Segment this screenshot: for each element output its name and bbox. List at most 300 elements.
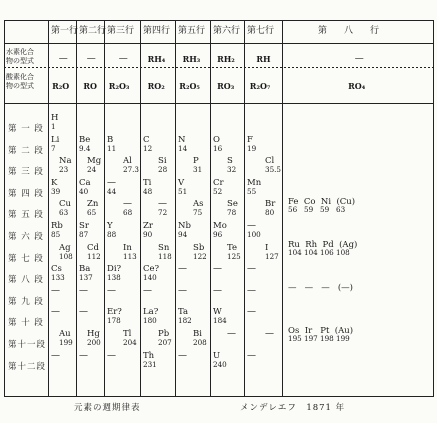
element-symbol: Bi	[193, 329, 202, 339]
element-symbol: —	[79, 350, 88, 361]
element-symbol: Ti	[143, 177, 152, 188]
dashed-divider	[60, 67, 62, 68]
atomic-weight: 51	[178, 186, 188, 196]
dashed-divider	[356, 67, 358, 68]
dashed-divider	[64, 67, 66, 68]
dashed-divider	[288, 67, 290, 68]
element-symbol: —	[247, 285, 256, 296]
oxide-label: 酸素化合	[6, 73, 34, 81]
element-symbol: —	[247, 264, 256, 275]
element-symbol: Zn	[87, 199, 99, 210]
dashed-divider	[120, 67, 122, 68]
hydride-formula: —	[86, 54, 96, 64]
atomic-weight: 72	[158, 208, 168, 218]
oxide-formula: R₂O₃	[108, 81, 130, 91]
atomic-weight: 180	[143, 316, 157, 326]
dashed-divider	[124, 67, 126, 68]
element-symbol: —	[51, 307, 60, 318]
atomic-weight: 90	[143, 230, 153, 239]
atomic-weight: 31	[193, 165, 203, 175]
oxide-formula: RO₃	[217, 81, 235, 91]
column-header: 第一行	[51, 26, 79, 36]
dashed-divider	[408, 67, 410, 68]
element-symbol: —	[247, 350, 256, 361]
dashed-divider	[352, 67, 354, 68]
period-label: 第 七 段	[8, 253, 44, 264]
atomic-weight: 27.3	[123, 165, 140, 175]
dashed-divider	[180, 67, 182, 68]
column-divider	[210, 20, 211, 396]
dashed-divider	[4, 67, 6, 68]
element-symbol: Si	[158, 156, 167, 167]
element-symbol: Be	[79, 134, 91, 145]
dashed-divider	[328, 67, 330, 68]
dashed-divider	[216, 67, 218, 68]
element-symbol: S	[227, 156, 233, 167]
dashed-divider	[400, 67, 402, 68]
atomic-weight: 9.4	[79, 143, 91, 153]
column-divider	[48, 20, 49, 396]
dashed-divider	[28, 67, 30, 68]
dashed-divider	[72, 67, 74, 68]
oxide-formula: R₂O	[52, 81, 70, 91]
atomic-weight: 88	[107, 230, 117, 239]
dashed-divider	[280, 67, 282, 68]
hydride-label: 物の型式	[6, 57, 34, 65]
element-symbol: —	[178, 264, 187, 275]
dashed-divider	[428, 67, 430, 68]
element-symbol: —	[123, 199, 132, 210]
atomic-weight: 94	[178, 230, 188, 239]
atomic-weight: 208	[193, 338, 207, 347]
dashed-divider	[384, 67, 386, 68]
element-symbol: Y	[107, 221, 113, 231]
dashed-divider	[272, 67, 274, 68]
dashed-divider	[44, 67, 46, 68]
oxide-formula: RO	[83, 81, 98, 91]
atomic-weight: 96	[213, 230, 223, 239]
atomic-weight: 85	[51, 230, 61, 239]
atomic-weight: 100	[247, 230, 261, 239]
hydride-formula: RH₂	[217, 54, 235, 64]
dashed-divider	[432, 67, 434, 68]
group8-symbols: Ru Rh Pd (Ag)	[288, 240, 358, 250]
dashed-divider	[340, 67, 342, 68]
dashed-divider	[156, 67, 158, 68]
period-label: 第 五 段	[8, 210, 44, 221]
atomic-weight: 138	[107, 273, 121, 283]
element-symbol: U	[213, 350, 221, 361]
atomic-weight: 68	[123, 208, 133, 218]
element-symbol: —	[227, 329, 236, 339]
table-border-bottom	[4, 396, 433, 397]
atomic-weight: 28	[158, 165, 168, 175]
dashed-divider	[140, 67, 142, 68]
oxide-formula: RO₂	[147, 81, 165, 91]
hydride-formula: —	[58, 54, 68, 64]
period-label: 第十二段	[8, 361, 47, 372]
dashed-divider	[152, 67, 154, 68]
atomic-weight: 80	[265, 208, 275, 218]
dashed-divider	[284, 67, 286, 68]
element-symbol: O	[213, 134, 220, 145]
dashed-divider	[412, 67, 414, 68]
column-divider	[76, 20, 77, 396]
hydride-formula: —	[118, 54, 128, 64]
dashed-divider	[84, 67, 86, 68]
element-symbol: Mg	[87, 156, 102, 167]
dashed-divider	[344, 67, 346, 68]
period-label: 第 十 段	[8, 318, 44, 329]
dashed-divider	[40, 67, 42, 68]
atomic-weight: 118	[158, 251, 172, 261]
element-symbol: Ce?	[143, 264, 160, 275]
element-symbol: N	[178, 134, 186, 145]
element-symbol: —	[178, 350, 187, 361]
element-symbol: Hg	[87, 329, 100, 339]
element-symbol: —	[107, 177, 116, 188]
dashed-divider	[324, 67, 326, 68]
dashed-divider	[112, 67, 114, 68]
oxide-label: 物の型式	[6, 82, 34, 90]
element-symbol: Au	[59, 329, 71, 339]
dashed-divider	[176, 67, 178, 68]
element-symbol: Sn	[158, 242, 170, 253]
dashed-divider	[108, 67, 110, 68]
dashed-divider	[308, 67, 310, 68]
element-symbol: Cd	[87, 242, 99, 253]
dashed-divider	[144, 67, 146, 68]
dashed-divider	[96, 67, 98, 68]
dashed-divider	[220, 67, 222, 68]
hydride-formula: —	[354, 54, 364, 64]
atomic-weight: 112	[87, 251, 101, 261]
element-symbol: —	[247, 221, 256, 231]
dashed-divider	[320, 67, 322, 68]
element-symbol: I	[265, 242, 269, 253]
atomic-weight: 12	[143, 143, 153, 153]
element-symbol: Ta	[178, 307, 189, 318]
column-header: 第五行	[178, 26, 206, 36]
element-symbol: Mo	[213, 221, 227, 231]
column-divider	[140, 20, 141, 396]
dashed-divider	[184, 67, 186, 68]
element-symbol: —	[79, 285, 88, 296]
atomic-weight: 240	[213, 359, 227, 369]
hydride-label: 水素化合	[6, 48, 34, 56]
element-symbol: F	[247, 134, 253, 145]
dashed-divider	[312, 67, 314, 68]
atomic-weight: 32	[227, 165, 237, 175]
table-border-top	[4, 20, 433, 21]
group8-weights: 104 104 106 108	[288, 248, 350, 257]
column-header-group8: 第 八 行	[318, 26, 384, 36]
dashed-divider	[404, 67, 406, 68]
element-symbol: Se	[227, 199, 238, 210]
dashed-divider	[292, 67, 294, 68]
element-symbol: Er?	[107, 307, 122, 318]
atomic-weight: 52	[213, 186, 223, 196]
column-header: 第三行	[107, 26, 135, 36]
dashed-divider	[32, 67, 34, 68]
oxide-formula: R₂O₇	[249, 81, 271, 91]
element-symbol: Cu	[59, 199, 71, 210]
element-symbol: Pb	[158, 329, 170, 339]
element-symbol: —	[247, 307, 256, 318]
dashed-divider	[100, 67, 102, 68]
element-symbol: Sr	[79, 221, 89, 231]
atomic-weight: 11	[107, 143, 117, 153]
dashed-divider	[16, 67, 18, 68]
atomic-weight: 23	[59, 165, 69, 175]
element-symbol: Cs	[51, 264, 62, 275]
element-symbol: Ca	[79, 177, 91, 188]
period-label: 第 二 段	[8, 145, 44, 156]
dashed-divider	[92, 67, 94, 68]
dashed-divider	[240, 67, 242, 68]
dashed-divider	[228, 67, 230, 68]
element-symbol: Ba	[79, 264, 91, 275]
table-caption: 元素の週期律表	[74, 403, 141, 413]
atomic-weight: 184	[213, 316, 227, 326]
atomic-weight: 65	[87, 208, 97, 218]
dashed-divider	[116, 67, 118, 68]
atomic-weight: 207	[158, 338, 172, 347]
dashed-divider	[204, 67, 206, 68]
element-symbol: V	[178, 177, 185, 188]
dashed-divider	[104, 67, 106, 68]
period-label: 第 三 段	[8, 167, 44, 178]
dashed-divider	[360, 67, 362, 68]
atomic-weight: 137	[79, 273, 93, 283]
atomic-weight: 87	[79, 230, 89, 239]
column-divider	[175, 20, 176, 396]
atomic-weight: 19	[247, 143, 257, 153]
dashed-divider	[252, 67, 254, 68]
dashed-divider	[232, 67, 234, 68]
element-symbol: —	[143, 285, 152, 296]
table-border-left	[4, 20, 5, 396]
hydride-formula: RH₃	[182, 54, 201, 64]
group8-weights: 56 59 59 63	[288, 204, 346, 214]
atomic-weight: 122	[193, 251, 207, 261]
dashed-divider	[372, 67, 374, 68]
atomic-weight: 182	[178, 316, 192, 326]
dashed-divider	[364, 67, 366, 68]
period-label: 第 一 段	[8, 124, 44, 134]
element-symbol: Cl	[265, 156, 275, 167]
atomic-weight: 44	[107, 186, 117, 196]
period-label: 第十一段	[8, 340, 47, 350]
dashed-divider	[48, 67, 50, 68]
element-symbol: La?	[143, 307, 159, 318]
dashed-divider	[368, 67, 370, 68]
element-symbol: Ag	[59, 242, 71, 253]
group8-symbols: Os Ir Pt (Au)	[288, 326, 354, 337]
element-symbol: —	[265, 329, 274, 339]
atomic-weight: 133	[51, 273, 65, 283]
dashed-divider	[52, 67, 54, 68]
dashed-divider	[420, 67, 422, 68]
atomic-weight: 35.5	[265, 165, 282, 175]
dashed-divider	[212, 67, 214, 68]
period-label: 第 九 段	[8, 296, 44, 307]
column-header: 第四行	[143, 26, 171, 36]
oxide-formula: RO₄	[348, 81, 366, 91]
dashed-divider	[392, 67, 394, 68]
element-symbol: —	[51, 350, 60, 361]
atomic-weight: 178	[107, 316, 121, 326]
hydride-formula: RH₄	[147, 54, 166, 64]
dashed-divider	[304, 67, 306, 68]
dashed-divider	[256, 67, 258, 68]
column-header: 第二行	[79, 26, 107, 36]
element-symbol: C	[143, 134, 150, 145]
dashed-divider	[20, 67, 22, 68]
table-border-right	[433, 20, 434, 397]
element-symbol: As	[193, 199, 204, 210]
dashed-divider	[168, 67, 170, 68]
atomic-weight: 108	[59, 251, 73, 261]
dashed-divider	[172, 67, 174, 68]
dashed-divider	[160, 67, 162, 68]
atomic-weight: 113	[123, 251, 137, 261]
dashed-divider	[260, 67, 262, 68]
atomic-weight: 63	[59, 208, 69, 218]
element-symbol: —	[107, 350, 116, 361]
atomic-weight: 127	[265, 251, 279, 261]
element-symbol: Th	[143, 350, 155, 361]
atomic-weight: 231	[143, 359, 157, 369]
group8-weights: 195 197 198 199	[288, 334, 350, 344]
dashed-divider	[88, 67, 90, 68]
element-symbol: K	[51, 177, 58, 188]
atomic-weight: 40	[79, 186, 89, 196]
dashed-divider	[336, 67, 338, 68]
column-header: 第七行	[247, 26, 275, 36]
dashed-divider	[136, 67, 138, 68]
dashed-divider	[296, 67, 298, 68]
element-symbol: Na	[59, 156, 72, 167]
dashed-divider	[248, 67, 250, 68]
dashed-divider	[376, 67, 378, 68]
atomic-weight: 199	[59, 338, 73, 347]
atomic-weight: 78	[227, 208, 237, 218]
element-symbol: H	[51, 113, 59, 123]
element-symbol: Li	[51, 134, 60, 145]
element-symbol: Al	[123, 156, 132, 167]
dashed-divider	[208, 67, 210, 68]
dashed-divider	[80, 67, 82, 68]
atomic-weight: 24	[87, 165, 97, 175]
period-label: 第 六 段	[8, 232, 44, 242]
atomic-weight: 16	[213, 143, 223, 153]
dashed-divider	[76, 67, 78, 68]
atomic-weight: 75	[193, 208, 203, 218]
dashed-divider	[24, 67, 26, 68]
atomic-weight: 1	[51, 122, 56, 131]
formula-divider	[4, 103, 433, 104]
column-divider	[244, 20, 245, 396]
oxide-formula: R₂O₅	[179, 81, 200, 91]
header-divider	[4, 43, 433, 44]
dashed-divider	[332, 67, 334, 68]
atomic-weight: 48	[143, 186, 153, 196]
element-symbol: —	[213, 264, 222, 275]
period-label: 第 八 段	[8, 275, 44, 286]
element-symbol: Mn	[247, 177, 262, 188]
atomic-weight: 55	[247, 186, 257, 196]
group8-symbols: — — — (—)	[288, 283, 353, 294]
dashed-divider	[164, 67, 166, 68]
element-symbol: —	[51, 285, 60, 296]
dashed-divider	[316, 67, 318, 68]
atomic-weight: 200	[87, 338, 101, 347]
dashed-divider	[68, 67, 70, 68]
dashed-divider	[348, 67, 350, 68]
dashed-divider	[224, 67, 226, 68]
dashed-divider	[244, 67, 246, 68]
dashed-divider	[268, 67, 270, 68]
author-caption: メンデレエフ 1871 年	[240, 403, 346, 413]
dashed-divider	[36, 67, 38, 68]
element-symbol: —	[79, 307, 88, 318]
dashed-divider	[300, 67, 302, 68]
element-symbol: Di?	[107, 264, 122, 275]
element-symbol: Nb	[178, 221, 191, 231]
dashed-divider	[380, 67, 382, 68]
hydride-formula: RH	[256, 54, 271, 64]
element-symbol: —	[107, 285, 116, 296]
dashed-divider	[276, 67, 278, 68]
dashed-divider	[148, 67, 150, 68]
element-symbol: P	[193, 156, 199, 167]
atomic-weight: 125	[227, 251, 241, 261]
column-divider	[282, 20, 283, 396]
element-symbol: Br	[265, 199, 276, 210]
atomic-weight: 14	[178, 143, 188, 153]
period-label: 第 四 段	[8, 188, 44, 199]
dashed-divider	[396, 67, 398, 68]
column-divider	[104, 20, 105, 396]
element-symbol: W	[213, 307, 222, 318]
element-symbol: —	[213, 285, 222, 296]
element-symbol: Zr	[143, 221, 153, 231]
element-symbol: In	[123, 242, 132, 253]
dashed-divider	[424, 67, 426, 68]
dashed-divider	[388, 67, 390, 68]
dashed-divider	[264, 67, 266, 68]
element-symbol: Sb	[193, 242, 205, 253]
element-symbol: —	[158, 199, 167, 210]
dashed-divider	[128, 67, 130, 68]
atomic-weight: 204	[123, 338, 137, 347]
dashed-divider	[56, 67, 58, 68]
group8-symbols: Fe Co Ni (Cu)	[288, 196, 356, 207]
dashed-divider	[8, 67, 10, 68]
element-symbol: Tl	[123, 329, 132, 339]
element-symbol: —	[178, 285, 187, 296]
dashed-divider	[12, 67, 14, 68]
element-symbol: Cr	[213, 177, 224, 188]
dashed-divider	[416, 67, 418, 68]
dashed-divider	[132, 67, 134, 68]
dashed-divider	[188, 67, 190, 68]
atomic-weight: 7	[51, 143, 56, 153]
dashed-divider	[236, 67, 238, 68]
atomic-weight: 140	[143, 273, 157, 283]
atomic-weight: 39	[51, 186, 61, 196]
